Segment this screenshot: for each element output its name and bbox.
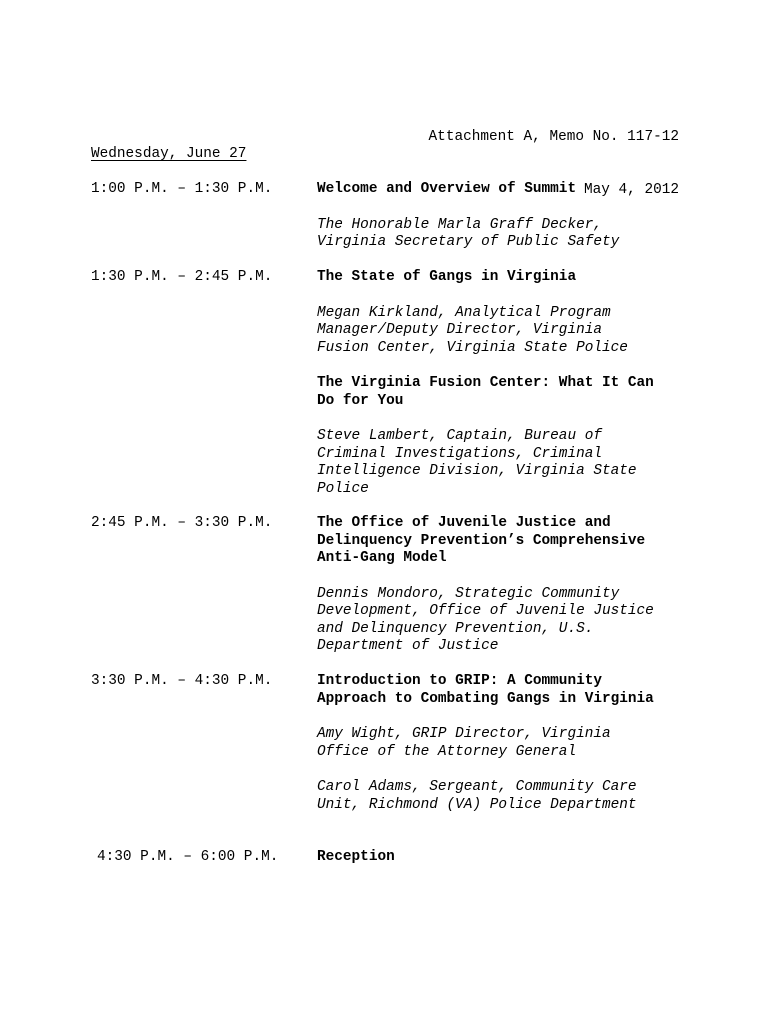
- session-time: 1:30 P.M. – 2:45 P.M.: [91, 269, 273, 285]
- memo-date: May 4, 2012: [584, 181, 679, 198]
- session-time: 2:45 P.M. – 3:30 P.M.: [91, 515, 273, 531]
- session-title: The Office of Juvenile Justice and Delinquency Prevention’s Comprehensive Anti-Gang Model: [317, 515, 646, 566]
- session-time: 4:30 P.M. – 6:00 P.M.: [97, 849, 279, 865]
- session-speaker: The Honorable Marla Graff Decker, Virginia Secretary of Public Safety: [317, 216, 620, 250]
- session-title: Introduction to GRIP: A Community Approach to Combating Gangs in Virginia: [317, 673, 654, 707]
- session-speaker: Amy Wight, GRIP Director, Virginia Office of the Attorney General: [317, 726, 611, 760]
- session-title: The Virginia Fusion Center: What It Can Do for You: [317, 375, 654, 409]
- session-title: Welcome and Overview of Summit: [317, 181, 577, 197]
- day-heading: Wednesday, June 27: [91, 146, 247, 162]
- session-title: The State of Gangs in Virginia: [317, 269, 577, 285]
- session-speaker: Dennis Mondoro, Strategic Community Development, Office of Juvenile Justice and Delinquency Prevention, U.S. Department of Justice: [317, 585, 654, 654]
- session-speaker: Steve Lambert, Captain, Bureau of Criminal Investigations, Criminal Intelligence Division, Virginia State Police: [317, 428, 637, 497]
- session-time: 3:30 P.M. – 4:30 P.M.: [91, 673, 273, 689]
- session-time: 1:00 P.M. – 1:30 P.M.: [91, 181, 273, 197]
- session-title: Reception: [317, 849, 395, 865]
- session-speaker: Carol Adams, Sergeant, Community Care Unit, Richmond (VA) Police Department: [317, 779, 637, 813]
- session-speaker: Megan Kirkland, Analytical Program Manager/Deputy Director, Virginia Fusion Center, Virginia State Police: [317, 304, 628, 356]
- memo-reference: Attachment A, Memo No. 117-12: [428, 129, 679, 145]
